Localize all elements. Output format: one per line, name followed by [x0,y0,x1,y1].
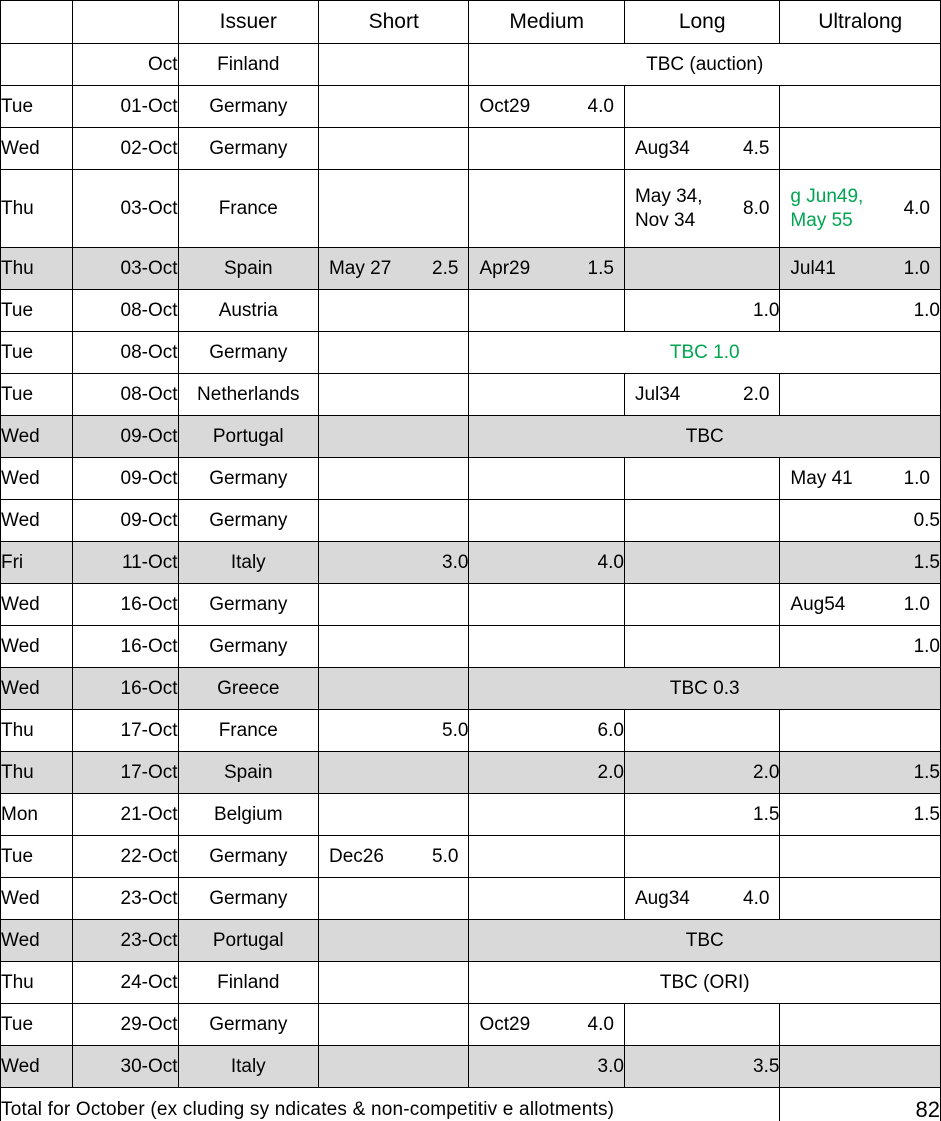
cell-day: Tue [1,374,73,416]
bond-label: May 41 [790,467,853,489]
cell-long [624,170,779,248]
cell-medium [469,584,624,626]
bond-amount: 2.5 [432,257,459,279]
table-row [1,794,941,836]
table-row [1,836,941,878]
cell-medium [469,500,624,542]
cell-date: 16-Oct [73,668,178,710]
cell-day [1,44,73,86]
cell-medium [469,836,624,878]
cell-date: 23-Oct [73,878,178,920]
cell-issuer: Germany [178,836,318,878]
cell-ultralong [780,836,941,878]
cell-day: Tue [1,86,73,128]
cell-short [318,248,468,290]
cell-long [624,710,779,752]
cell-span-tbc: TBC 0.3 [469,668,941,710]
bond-amount: 8.0 [743,197,770,219]
cell-date: 08-Oct [73,374,178,416]
cell-day: Mon [1,794,73,836]
cell-long [624,878,779,920]
cell-ultralong: 1.0 [780,626,941,668]
table-row [1,1004,941,1046]
cell-medium [469,458,624,500]
cell-long [624,836,779,878]
bond-label: Aug34 [634,137,690,159]
cell-day: Wed [1,416,73,458]
bond-amount: 4.5 [743,137,770,159]
cell-date: 22-Oct [73,836,178,878]
cell-short [318,962,468,1004]
cell-short [318,44,468,86]
cell-issuer: France [178,170,318,248]
cell-date: 16-Oct [73,626,178,668]
total-row [1,1088,941,1121]
cell-ultralong [780,170,941,248]
cell-day: Wed [1,458,73,500]
cell-day: Wed [1,584,73,626]
cell-short [318,500,468,542]
table-row [1,668,941,710]
table-row [1,86,941,128]
bond-amount: 1.0 [903,257,930,279]
cell-long [624,128,779,170]
cell-short [318,290,468,332]
cell-medium [469,86,624,128]
cell-ultralong [780,128,941,170]
cell-issuer: Portugal [178,416,318,458]
cell-date: 30-Oct [73,1046,178,1088]
header-short: Short [318,1,468,44]
cell-date: 23-Oct [73,920,178,962]
cell-date: 03-Oct [73,170,178,248]
cell-span-tbc: TBC 1.0 [469,332,941,374]
bond-label-line1: May 34, [634,185,703,207]
bond-label-line1: g Jun49, [790,185,864,207]
cell-short: 3.0 [318,542,468,584]
cell-date: 09-Oct [73,458,178,500]
cell-date: 21-Oct [73,794,178,836]
table-row [1,752,941,794]
table-row [1,374,941,416]
bond-amount: 4.0 [587,1013,614,1035]
cell-long: 3.5 [624,1046,779,1088]
bond-label: Jul41 [790,257,836,279]
cell-day: Fri [1,542,73,584]
bond-amount: 4.0 [743,887,770,909]
bond-label: Aug34 [634,887,690,909]
cell-day: Wed [1,128,73,170]
cell-issuer: Germany [178,584,318,626]
header-long: Long [624,1,779,44]
cell-ultralong [780,458,941,500]
cell-issuer: Germany [178,128,318,170]
cell-long [624,626,779,668]
cell-short [318,668,468,710]
cell-issuer: Germany [178,626,318,668]
total-label: Total for October (ex cluding sy ndicates & non-competitiv e allotments) [1,1088,780,1121]
cell-day: Thu [1,962,73,1004]
header-ultralong: Ultralong [780,1,941,44]
cell-short [318,416,468,458]
cell-medium [469,794,624,836]
cell-day: Thu [1,752,73,794]
cell-issuer: Germany [178,458,318,500]
cell-short [318,86,468,128]
cell-short [318,752,468,794]
cell-medium [469,1004,624,1046]
cell-long [624,86,779,128]
cell-short [318,584,468,626]
cell-short [318,374,468,416]
cell-medium: 3.0 [469,1046,624,1088]
table-row [1,962,941,1004]
table-row [1,170,941,248]
table-row [1,416,941,458]
cell-ultralong: 1.5 [780,542,941,584]
cell-ultralong: 1.0 [780,290,941,332]
cell-day: Wed [1,920,73,962]
cell-issuer: Spain [178,752,318,794]
bond-label: Aug54 [790,593,846,615]
cell-day: Wed [1,668,73,710]
cell-short [318,836,468,878]
cell-medium: 4.0 [469,542,624,584]
cell-date: Oct [73,44,178,86]
cell-day: Wed [1,500,73,542]
table-header-row [1,1,941,44]
cell-span-tbc: TBC (auction) [469,44,941,86]
cell-issuer: Germany [178,332,318,374]
table-row [1,332,941,374]
cell-date: 17-Oct [73,752,178,794]
table-row [1,248,941,290]
bond-amount: 1.5 [587,257,614,279]
table-row [1,500,941,542]
cell-medium [469,128,624,170]
bond-label: May 27 [328,257,392,279]
cell-issuer: Spain [178,248,318,290]
cell-medium: 6.0 [469,710,624,752]
bond-label-line2: Nov 34 [634,209,696,231]
bond-amount: 5.0 [432,845,459,867]
cell-date: 01-Oct [73,86,178,128]
bond-label: Oct29 [479,95,531,117]
cell-long: 2.0 [624,752,779,794]
cell-date: 11-Oct [73,542,178,584]
cell-day: Wed [1,878,73,920]
cell-issuer: Greece [178,668,318,710]
cell-long [624,374,779,416]
cell-short [318,458,468,500]
bond-label: Dec26 [328,845,384,867]
cell-medium [469,248,624,290]
cell-issuer: Austria [178,290,318,332]
cell-short [318,332,468,374]
cell-span-tbc: TBC [469,920,941,962]
cell-ultralong: 1.5 [780,794,941,836]
cell-long [624,584,779,626]
cell-ultralong: 1.5 [780,752,941,794]
cell-ultralong [780,1004,941,1046]
cell-ultralong [780,710,941,752]
table-row [1,542,941,584]
bond-label: Apr29 [479,257,531,279]
cell-date: 08-Oct [73,332,178,374]
cell-long [624,248,779,290]
cell-date: 09-Oct [73,500,178,542]
table-row [1,878,941,920]
cell-day: Thu [1,248,73,290]
cell-long [624,1004,779,1046]
cell-date: 17-Oct [73,710,178,752]
cell-issuer: Belgium [178,794,318,836]
cell-short [318,1046,468,1088]
cell-day: Thu [1,710,73,752]
cell-issuer: Netherlands [178,374,318,416]
cell-ultralong [780,86,941,128]
cell-date: 29-Oct [73,1004,178,1046]
cell-day: Tue [1,836,73,878]
cell-medium [469,626,624,668]
cell-short: 5.0 [318,710,468,752]
cell-issuer: Finland [178,962,318,1004]
cell-ultralong [780,374,941,416]
table-row [1,626,941,668]
cell-day: Thu [1,170,73,248]
cell-issuer: France [178,710,318,752]
table-row [1,710,941,752]
header-date [73,1,178,44]
header-day [1,1,73,44]
cell-short [318,170,468,248]
cell-issuer: Portugal [178,920,318,962]
cell-date: 03-Oct [73,248,178,290]
bond-amount: 2.0 [743,383,770,405]
cell-date: 08-Oct [73,290,178,332]
cell-medium [469,290,624,332]
bond-amount: 4.0 [903,197,930,219]
cell-medium [469,374,624,416]
bond-amount: 1.0 [903,593,930,615]
cell-issuer: Germany [178,500,318,542]
cell-issuer: Germany [178,86,318,128]
cell-medium: 2.0 [469,752,624,794]
table-row [1,920,941,962]
cell-date: 16-Oct [73,584,178,626]
cell-issuer: Germany [178,878,318,920]
cell-date: 02-Oct [73,128,178,170]
cell-day: Wed [1,626,73,668]
cell-span-tbc: TBC [469,416,941,458]
cell-long [624,542,779,584]
cell-short [318,128,468,170]
cell-long: 1.0 [624,290,779,332]
cell-medium [469,878,624,920]
cell-medium [469,170,624,248]
cell-issuer: Germany [178,1004,318,1046]
cell-long [624,500,779,542]
cell-short [318,878,468,920]
bond-amount: 4.0 [587,95,614,117]
bond-label-line2: May 55 [790,209,853,231]
cell-short [318,626,468,668]
cell-long: 1.5 [624,794,779,836]
bond-amount: 1.0 [903,467,930,489]
cell-issuer: Finland [178,44,318,86]
header-medium: Medium [469,1,624,44]
cell-short [318,794,468,836]
cell-short [318,920,468,962]
cell-day: Wed [1,1046,73,1088]
cell-issuer: Italy [178,1046,318,1088]
bond-label: Jul34 [634,383,681,405]
table-row [1,1046,941,1088]
cell-long [624,458,779,500]
cell-day: Tue [1,290,73,332]
cell-ultralong [780,878,941,920]
table-row [1,44,941,86]
table-row [1,458,941,500]
cell-ultralong: 0.5 [780,500,941,542]
table-row [1,584,941,626]
cell-date: 24-Oct [73,962,178,1004]
bond-label: Oct29 [479,1013,531,1035]
header-issuer: Issuer [178,1,318,44]
cell-day: Tue [1,1004,73,1046]
cell-ultralong [780,248,941,290]
cell-short [318,1004,468,1046]
cell-span-tbc: TBC (ORI) [469,962,941,1004]
cell-day: Tue [1,332,73,374]
cell-ultralong [780,584,941,626]
cell-date: 09-Oct [73,416,178,458]
table-row [1,290,941,332]
table-row [1,128,941,170]
cell-issuer: Italy [178,542,318,584]
cell-ultralong [780,1046,941,1088]
total-value: 82 [780,1088,941,1121]
